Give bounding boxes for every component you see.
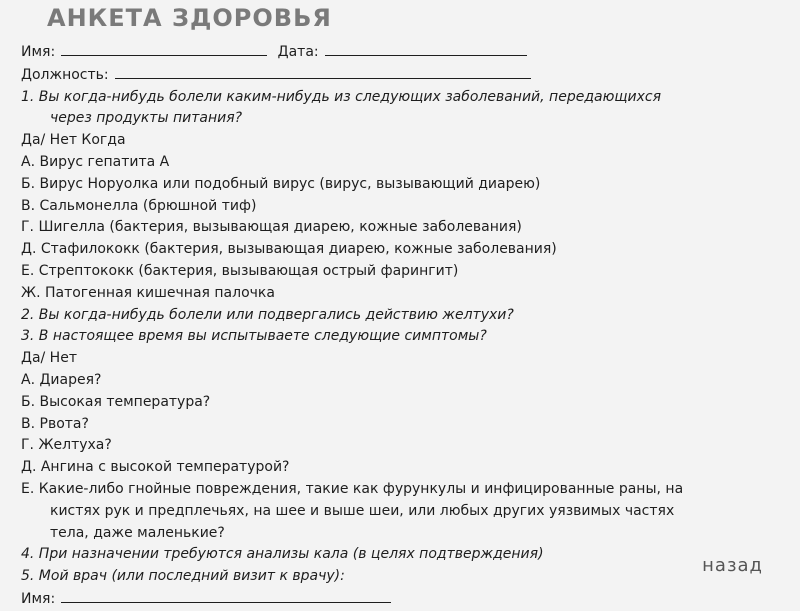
q1-item: Б. Вирус Норуолка или подобный вирус (вирус, вызывающий диарею)	[21, 175, 541, 192]
position-row	[21, 64, 776, 87]
question-4: 4. При назначении требуются анализы кала (в целях подтверждения)	[21, 546, 544, 563]
question-2: 2. Вы когда-нибудь болели или подвергались действию желтухи?	[21, 306, 514, 323]
question-3: 3. В настоящее время вы испытываете следующие симптомы?	[21, 328, 487, 345]
question-5: 5. Мой врач (или последний визит к врачу):	[21, 568, 345, 585]
q1-item: А. Вирус гепатита А	[21, 153, 170, 170]
name-field[interactable]	[61, 41, 267, 56]
back-link[interactable]: назад	[702, 555, 763, 576]
question-1-line-2: через продукты питания?	[50, 110, 243, 127]
date-field[interactable]	[325, 41, 527, 56]
footer-name-row	[21, 588, 776, 611]
q3-item: Д. Ангина с высокой температурой?	[21, 459, 290, 476]
q3-item-e-line-3: тела, даже маленькие?	[50, 524, 225, 541]
name-label: Имя:	[21, 44, 56, 60]
q1-item: Е. Стрептококк (бактерия, вызывающая острый фарингит)	[21, 262, 459, 279]
position-label: Должность:	[21, 66, 109, 83]
questionnaire-body	[21, 41, 776, 611]
q3-item: В. Рвота?	[21, 415, 89, 432]
position-field[interactable]	[115, 64, 531, 79]
footer-name-label: Имя:	[21, 590, 56, 607]
question-1-line-1: 1. Вы когда-нибудь болели каким-нибудь из следующих заболеваний, передающихся	[21, 88, 662, 105]
q3-item: А. Диарея?	[21, 371, 102, 388]
date-label: Дата:	[277, 44, 319, 60]
q3-item-e	[21, 479, 776, 544]
q1-item: Г. Шигелла (бактерия, вызывающая диарею, кожные заболевания)	[21, 219, 522, 236]
q1-item: Д. Стафилококк (бактерия, вызывающая диарею, кожные заболевания)	[21, 241, 557, 258]
q3-item: Б. Высокая температура?	[21, 393, 211, 410]
q3-item: Г. Желтуха?	[21, 437, 112, 454]
q3-item-e-line-1: Е. Какие-либо гнойные повреждения, такие как фурункулы и инфицированные раны, на	[21, 480, 684, 497]
q1-item: Ж. Патогенная кишечная палочка	[21, 284, 275, 301]
footer-name-field[interactable]	[61, 588, 391, 603]
question-1	[21, 87, 776, 131]
q1-yes-no-when: Да/ Нет Когда	[21, 132, 126, 149]
name-date-row	[21, 41, 776, 64]
q1-item: В. Сальмонелла (брюшной тиф)	[21, 197, 257, 214]
q3-item-e-line-2: кистях рук и предплечьях, на шее и выше шеи, или любых других уязвимых частях	[50, 502, 675, 519]
q3-yes-no: Да/ Нет	[21, 350, 77, 367]
page-title: АНКЕТА ЗДОРОВЬЯ	[47, 4, 332, 32]
